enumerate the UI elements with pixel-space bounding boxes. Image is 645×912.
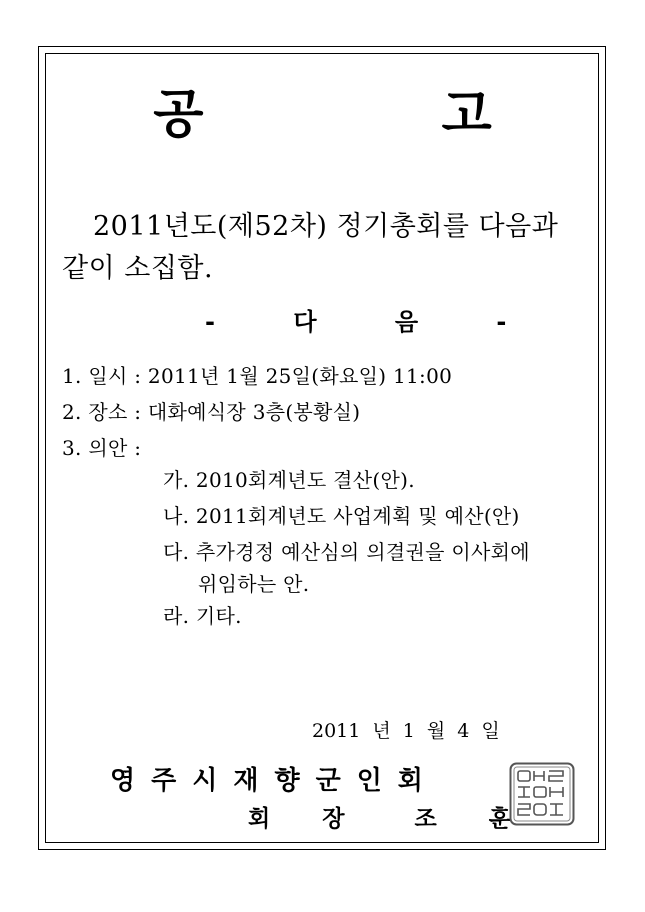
chair-signature-line — [248, 800, 511, 833]
agenda-item-ga: 가. 2010회계년도 결산(안). — [163, 468, 415, 492]
agenda-item-da-continued: 위임하는 안. — [198, 572, 310, 596]
agenda-item-na: 나. 2011회계년도 사업계획 및 예산(안) — [163, 504, 520, 528]
item-datetime: 1. 일시 : 2011년 1월 25일(화요일) 11:00 — [62, 364, 453, 388]
item-agenda-heading: 3. 의안 : — [62, 436, 142, 460]
organization-name: 영주시재향군인회 — [110, 766, 439, 796]
notice-date: 2011 년 1 월 4 일 — [312, 720, 500, 742]
chair-name: 조 훈 — [414, 806, 511, 832]
agenda-item-ra: 라. 기타. — [163, 604, 242, 628]
notice-title: 공 고 — [153, 85, 602, 145]
section-heading: - 다 음 - — [205, 308, 507, 336]
official-seal-stamp — [509, 762, 575, 826]
intro-line-1: 2011년도(제52차) 정기총회를 다음과 — [93, 211, 559, 242]
chair-title: 회 장 — [248, 806, 345, 832]
item-location: 2. 장소 : 대화예식장 3층(봉황실) — [62, 400, 361, 424]
agenda-item-da: 다. 추가경정 예산심의 의결권을 이사회에 — [163, 540, 530, 564]
intro-line-2: 같이 소집함. — [62, 253, 214, 284]
